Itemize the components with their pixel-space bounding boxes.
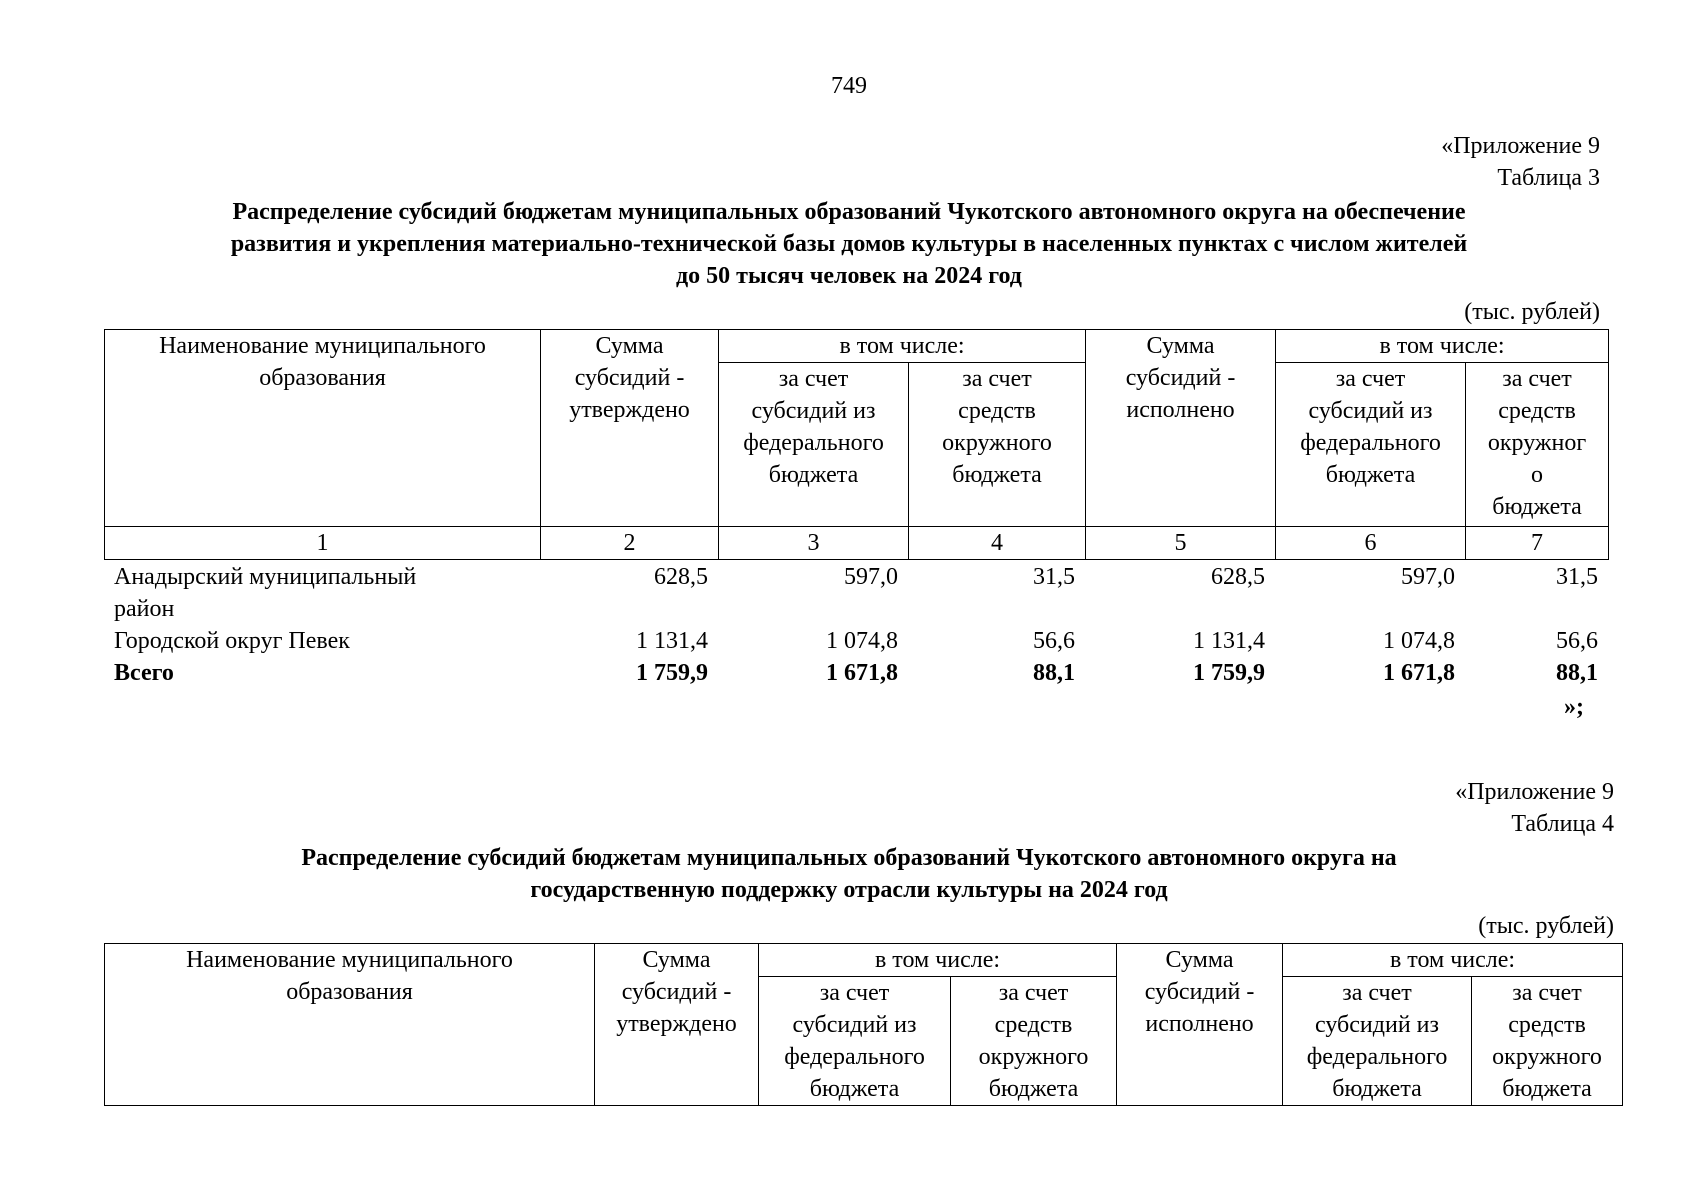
annex-label-t4: «Приложение 9 — [1455, 779, 1614, 805]
total-label: Всего — [114, 660, 174, 686]
column-number-row — [105, 527, 1609, 560]
cell-executed: 1 131,4 — [1193, 628, 1265, 654]
row-name: Анадырский муниципальный район — [114, 564, 417, 622]
header-name: Наименование муниципального образования — [105, 330, 541, 527]
column-number: 4 — [909, 527, 1086, 560]
closing-quote: »; — [1564, 694, 1584, 720]
header-name: Наименование муниципального образования — [105, 944, 595, 1106]
title-line-t3-2: развития и укрепления материально-технической базы домов культуры в населенных пунктах с числом жителей — [230, 231, 1468, 257]
header-federal-approved: за счет субсидий из федерального бюджета — [719, 363, 909, 527]
header-federal-executed: за счет субсидий из федерального бюджета — [1276, 363, 1466, 527]
total-approved: 1 759,9 — [636, 660, 708, 686]
cell-executed: 628,5 — [1211, 564, 1265, 590]
cell-federal-executed: 597,0 — [1401, 564, 1455, 590]
column-number: 6 — [1276, 527, 1466, 560]
header-federal-approved: за счет субсидий из федерального бюджета — [759, 977, 951, 1106]
header-table-t3 — [104, 329, 1609, 560]
title-line-t4-1: Распределение субсидий бюджетам муниципальных образований Чукотского автономного округа на — [301, 845, 1397, 871]
total-row — [104, 657, 1608, 689]
header-incl-approved: в том числе: — [759, 944, 1117, 977]
units-label-t4: (тыс. рублей) — [1478, 913, 1614, 939]
total-federal-executed: 1 671,8 — [1383, 660, 1455, 686]
page-number: 749 — [831, 73, 867, 99]
total-district-executed: 88,1 — [1556, 660, 1598, 686]
column-number: 2 — [541, 527, 719, 560]
header-incl-executed: в том числе: — [1283, 944, 1623, 977]
total-executed: 1 759,9 — [1193, 660, 1265, 686]
table-row — [104, 561, 1608, 625]
column-number: 1 — [105, 527, 541, 560]
cell-district-executed: 31,5 — [1556, 564, 1598, 590]
cell-district-approved: 31,5 — [1033, 564, 1075, 590]
cell-district-approved: 56,6 — [1033, 628, 1075, 654]
header-approved: Сумма субсидий - утверждено — [595, 944, 759, 1106]
column-number: 5 — [1086, 527, 1276, 560]
header-district-executed: за счет средств окружного бюджета — [1472, 977, 1623, 1106]
header-federal-executed: за счет субсидий из федерального бюджета — [1283, 977, 1472, 1106]
header-executed: Сумма субсидий - исполнено — [1117, 944, 1283, 1106]
annex-label-t3: «Приложение 9 — [1441, 133, 1600, 159]
table-row — [104, 625, 1608, 657]
column-number: 7 — [1466, 527, 1609, 560]
cell-approved: 628,5 — [654, 564, 708, 590]
row-name: Городской округ Певек — [114, 628, 350, 654]
cell-federal-approved: 597,0 — [844, 564, 898, 590]
title-line-t4-2: государственную поддержку отрасли культуры на 2024 год — [530, 877, 1168, 903]
header-approved: Сумма субсидий - утверждено — [541, 330, 719, 527]
title-line-t3-1: Распределение субсидий бюджетам муниципальных образований Чукотского автономного округа на обеспечение — [232, 199, 1466, 225]
data-table-t3 — [104, 561, 1608, 689]
total-federal-approved: 1 671,8 — [826, 660, 898, 686]
header-district-executed: за счет средств окружног о бюджета — [1466, 363, 1609, 527]
header-incl-approved: в том числе: — [719, 330, 1086, 363]
cell-federal-approved: 1 074,8 — [826, 628, 898, 654]
cell-approved: 1 131,4 — [636, 628, 708, 654]
header-executed: Сумма субсидий - исполнено — [1086, 330, 1276, 527]
title-line-t3-3: до 50 тысяч человек на 2024 год — [676, 263, 1022, 289]
cell-federal-executed: 1 074,8 — [1383, 628, 1455, 654]
table-label-t3: Таблица 3 — [1497, 165, 1600, 191]
header-district-approved: за счет средств окружного бюджета — [951, 977, 1117, 1106]
table-label-t4: Таблица 4 — [1511, 811, 1614, 837]
header-district-approved: за счет средств окружного бюджета — [909, 363, 1086, 527]
column-number: 3 — [719, 527, 909, 560]
units-label-t3: (тыс. рублей) — [1464, 299, 1600, 325]
header-incl-executed: в том числе: — [1276, 330, 1609, 363]
header-table-t4 — [104, 943, 1623, 1106]
total-district-approved: 88,1 — [1033, 660, 1075, 686]
cell-district-executed: 56,6 — [1556, 628, 1598, 654]
